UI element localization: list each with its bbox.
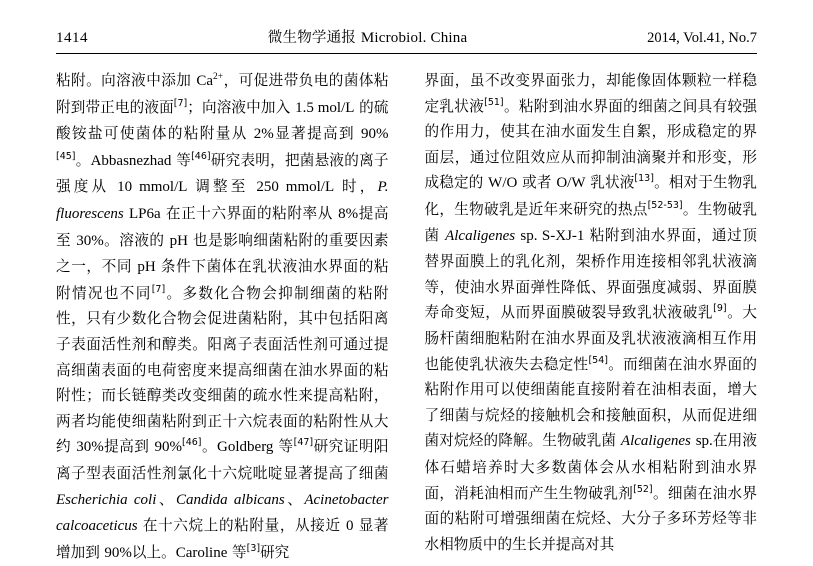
left-column: [56, 68, 389, 566]
right-column: [425, 68, 758, 566]
issue-info: 2014, Vol.41, No.7: [647, 30, 757, 46]
body-columns: [56, 68, 757, 566]
page-number: 1414: [56, 30, 88, 46]
right-column-text: 界面，虽不改变界面张力，却能像固体颗粒一样稳定乳状液[51]。粘附到油水界面的细菌之间具有较强的作用力，使其在油水面发生自絮，形成稳定的界面层，通过位阻效应从而抑制油滴聚并和形变，形成稳定的 W/O 或者 O/W 乳状液[13]。相对于生物乳化，生物破乳是近年来研究的热点[52-53]。生物破乳菌 Alcaligenes sp. S-XJ-1 粘附到油水界面，通过顶替界面膜上的乳化剂，架桥作用连接相邻乳状液滴等，使油水界面弹性降低、界面强度减弱、界面膜寿命变短，从而界面膜破裂导致乳状液破乳[9]。大肠杆菌细胞粘附在油水界面及乳状液液滴相互作用也能使乳状液失去稳定性[54]。而细菌在油水界面的粘附作用可以使细菌能直接附着在油相表面，增大了细菌与烷烃的接触机会和接触面积，从而促进细菌对烷烃的降解。生物破乳菌 Alcaligenes sp.在用液体石蜡培养时大多数菌体会从水相粘附到油水界面，消耗油相而产生生物破乳剂[52]。细菌在油水界面的粘附可增强细菌在烷烃、大分子多环芳烃等非水相物质中的生长并提高对其: [424, 72, 758, 553]
left-column-text: 粘附。向溶液中添加 $Ca^{2+}$，可促进带负电的菌体粘附到带正电的液面[7]；向溶液中加入 1.5 mol/L 的硫酸铵盐可使菌体的粘附量从 2%显著提高到 90%[45]。Abbasnezhad 等[46]研究表明，把菌悬液的离子强度从 10 mmol/L 调整至 250 mmol/L 时，P. fluorescens LP6a 在正十六界面的粘附率从 8%提高至 30%。溶液的 pH 也是影响细菌粘附的重要因素之一，不同 pH 条件下菌体在乳状液油水界面的粘附情况也不同[7]。多数化合物会抑制细菌的粘附性，只有少数化合物会促进菌粘附，其中包括阳离子表面活性剂和醇类。阳离子表面活性剂可通过提高细菌表面的电荷密度来提高细菌在油水界面的粘附性；而长链醇类改变细菌的疏水性来提高粘附，两者均能使细菌粘附到正十六烷表面的粘附性从大约 30%提高到 90%[46]。Goldberg 等[47]研究证明阳离子型表面活性剂氯化十六烷吡啶显著提高了细菌 Escherichia coli、Candida albicans、Acinetobacter calcoaceticus 在十六烷上的粘附量，从接近 0 显著增加到 90%以上。Caroline 等[3]研究: [56, 72, 389, 561]
journal-title: [268, 26, 468, 47]
journal-title-cn: 微生物学通报: [267, 30, 356, 46]
page-header: [56, 26, 757, 54]
journal-title-en: Microbiol. China: [360, 30, 468, 46]
